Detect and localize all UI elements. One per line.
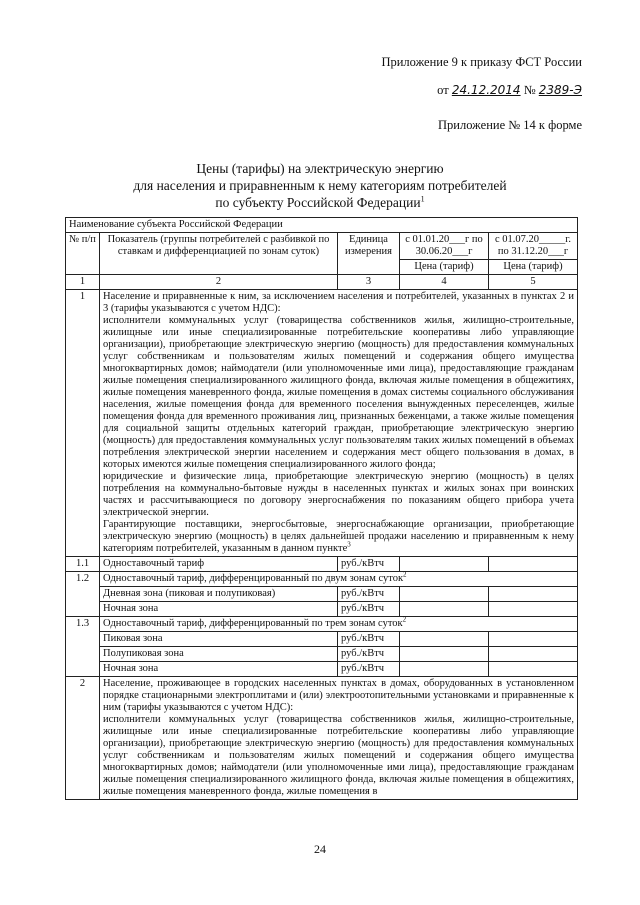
row-num: 1.2 xyxy=(66,572,100,617)
row-1-para xyxy=(103,519,574,555)
col-header-period-2: с 01.07.20_____г. по 31.12.20___г xyxy=(489,233,578,260)
unit-cell: руб./кВтч xyxy=(338,662,400,677)
index-cell: 2 xyxy=(100,275,338,290)
appendix-line: Приложение 9 к приказу ФСТ России xyxy=(381,55,582,69)
col-header-num: № п/п xyxy=(66,233,100,275)
price-cell xyxy=(489,557,578,572)
order-number: 2389-Э xyxy=(538,83,582,97)
zone-row xyxy=(66,662,578,677)
zone-row xyxy=(66,602,578,617)
row-1-para: Население и приравненные к ним, за исключением населения и потребителей, указанных в пунктах 2 и 3 (тарифы указываются с учетом НДС): xyxy=(103,291,574,314)
row-2-para: исполнители коммунальных услуг (товарищества собственников жилья, жилищно-строительные, жилищные или иные специализированные потребительские кооперативы либо управляющие организации), приобретающие электрическую энергию (мощность) для предоставления коммунальных услуг собственникам и пользователям жилых помещений и содержания общего имущества многоквартирных домов; наймодатели (или уполномоченные ими лица), предоставляющие гражданам жилые помещения специализированного жилищного фонда, включая жилые помещения в общежитиях, жилые помещения маневренного фонда, жилые помещения в xyxy=(103,714,574,797)
order-date-line xyxy=(437,83,582,98)
row-label-text: Одноставочный тариф, дифференцированный по двум зонам суток xyxy=(103,573,404,584)
unit-cell: руб./кВтч xyxy=(338,557,400,572)
index-cell: 4 xyxy=(400,275,489,290)
order-date: 24.12.2014 xyxy=(451,83,521,97)
row-1-description xyxy=(100,290,578,557)
zone-row xyxy=(66,587,578,602)
footnote-mark: 2 xyxy=(402,615,407,624)
zone-label: Ночная зона xyxy=(100,602,338,617)
zone-row xyxy=(66,632,578,647)
unit-cell: руб./кВтч xyxy=(338,602,400,617)
footnote-mark: 2 xyxy=(403,570,407,579)
row-1-3 xyxy=(66,617,578,632)
date-prefix: от xyxy=(437,83,449,97)
unit-cell: руб./кВтч xyxy=(338,587,400,602)
row-2-para: Население, проживающее в городских населенных пунктах в домах, оборудованных в установленном порядке стационарными электроплитами и (или) электроотопительными установками и приравненные к ним (тарифы указываются с учетом НДС): xyxy=(103,678,574,713)
row-1-para: исполнители коммунальных услуг (товарищества собственников жилья, жилищно-строительные, жилищные или иные специализированные потребительские кооперативы либо управляющие организации), приобретающие электрическую энергию (мощность) для предоставления коммунальных услуг собственникам и пользователям жилых помещений и содержания общего имущества многоквартирных домов; наймодатели (или уполномоченные ими лица), предоставляющие гражданам жилые помещения специализированного жилищного фонда, включая жилые помещения в общежитиях, жилые помещения маневренного фонда, жилые помещения в домах системы социального обслуживания населения, жилые помещения фонда для временного поселения вынужденных переселенцев, жилые помещения фонда для временного проживания лиц, признанных беженцами, а также жилые помещения для социальной защиты отдельных категорий граждан, приобретающие электрическую энергию (мощность) для предоставления коммунальных услуг пользователям таких жилых помещений в объемах потребления электрической энергии населением и содержания мест общего пользования в домах, в которых имеются жилые помещения специализированного жилого фонда; xyxy=(103,315,574,470)
row-label-text: Одноставочный тариф, дифференцированный по трем зонам суток xyxy=(103,618,403,629)
price-cell xyxy=(400,602,489,617)
row-num: 1.3 xyxy=(66,617,100,677)
row-1-2 xyxy=(66,572,578,587)
price-cell xyxy=(489,662,578,677)
footnote-mark: 3 xyxy=(347,540,351,549)
price-cell xyxy=(400,557,489,572)
zone-label: Ночная зона xyxy=(100,662,338,677)
index-cell: 1 xyxy=(66,275,100,290)
row-num: 2 xyxy=(66,677,100,800)
zone-label: Полупиковая зона xyxy=(100,647,338,662)
row-label xyxy=(100,617,578,632)
tariff-table xyxy=(65,217,578,800)
title-line-2: для населения и приравненным к нему категориям потребителей xyxy=(133,178,507,193)
subject-row xyxy=(66,218,578,233)
subject-label: Наименование субъекта Российской Федерации xyxy=(66,218,578,233)
row-2-description xyxy=(100,677,578,800)
index-row xyxy=(66,275,578,290)
price-cell xyxy=(489,632,578,647)
page-number: 24 xyxy=(314,842,326,856)
number-prefix: № xyxy=(523,83,536,97)
col-header-price-1: Цена (тариф) xyxy=(400,260,489,275)
zone-label: Дневная зона (пиковая и полупиковая) xyxy=(100,587,338,602)
unit-cell: руб./кВтч xyxy=(338,647,400,662)
row-1 xyxy=(66,290,578,557)
row-2 xyxy=(66,677,578,800)
footnote-mark: 1 xyxy=(420,194,425,204)
col-header-period-1: с 01.01.20___г по 30.06.20___г xyxy=(400,233,489,260)
row-num: 1.1 xyxy=(66,557,100,572)
price-cell xyxy=(400,662,489,677)
row-1-1 xyxy=(66,557,578,572)
row-label: Одноставочный тариф xyxy=(100,557,338,572)
zone-label: Пиковая зона xyxy=(100,632,338,647)
index-cell: 5 xyxy=(489,275,578,290)
unit-cell: руб./кВтч xyxy=(338,632,400,647)
index-cell: 3 xyxy=(338,275,400,290)
document-title xyxy=(0,160,640,211)
row-1-para: юридические и физические лица, приобретающие электрическую энергию (мощность) в целях потребления на коммунально-бытовые нужды в населенных пунктах и жилых зонах при воинских частях и рассчитывающиеся по договору энергоснабжения по показаниям общего прибора учета электрической энергии. xyxy=(103,471,574,518)
price-cell xyxy=(489,647,578,662)
price-cell xyxy=(400,632,489,647)
row-num: 1 xyxy=(66,290,100,557)
form-appendix-line: Приложение № 14 к форме xyxy=(438,118,582,132)
price-cell xyxy=(489,602,578,617)
title-line-3 xyxy=(0,194,640,211)
row-1-para-text: Гарантирующие поставщики, энергосбытовые, энергоснабжающие организации, приобретающие электрическую энергию (мощность) в целях дальнейшей продажи населению и приравненным к нему категориям потребителей, указанным в данном пункте xyxy=(103,519,574,554)
col-header-unit: Единица измерения xyxy=(338,233,400,275)
col-header-price-2: Цена (тариф) xyxy=(489,260,578,275)
zone-row xyxy=(66,647,578,662)
col-header-indicator: Показатель (группы потребителей с разбивкой по ставкам и дифференциацией по зонам суток) xyxy=(100,233,338,275)
header-row xyxy=(66,233,578,260)
price-cell xyxy=(489,587,578,602)
title-line-3-text: по субъекту Российской Федерации xyxy=(215,195,421,210)
row-label xyxy=(100,572,578,587)
price-cell xyxy=(400,587,489,602)
price-cell xyxy=(400,647,489,662)
title-line-1: Цены (тарифы) на электрическую энергию xyxy=(196,161,444,176)
